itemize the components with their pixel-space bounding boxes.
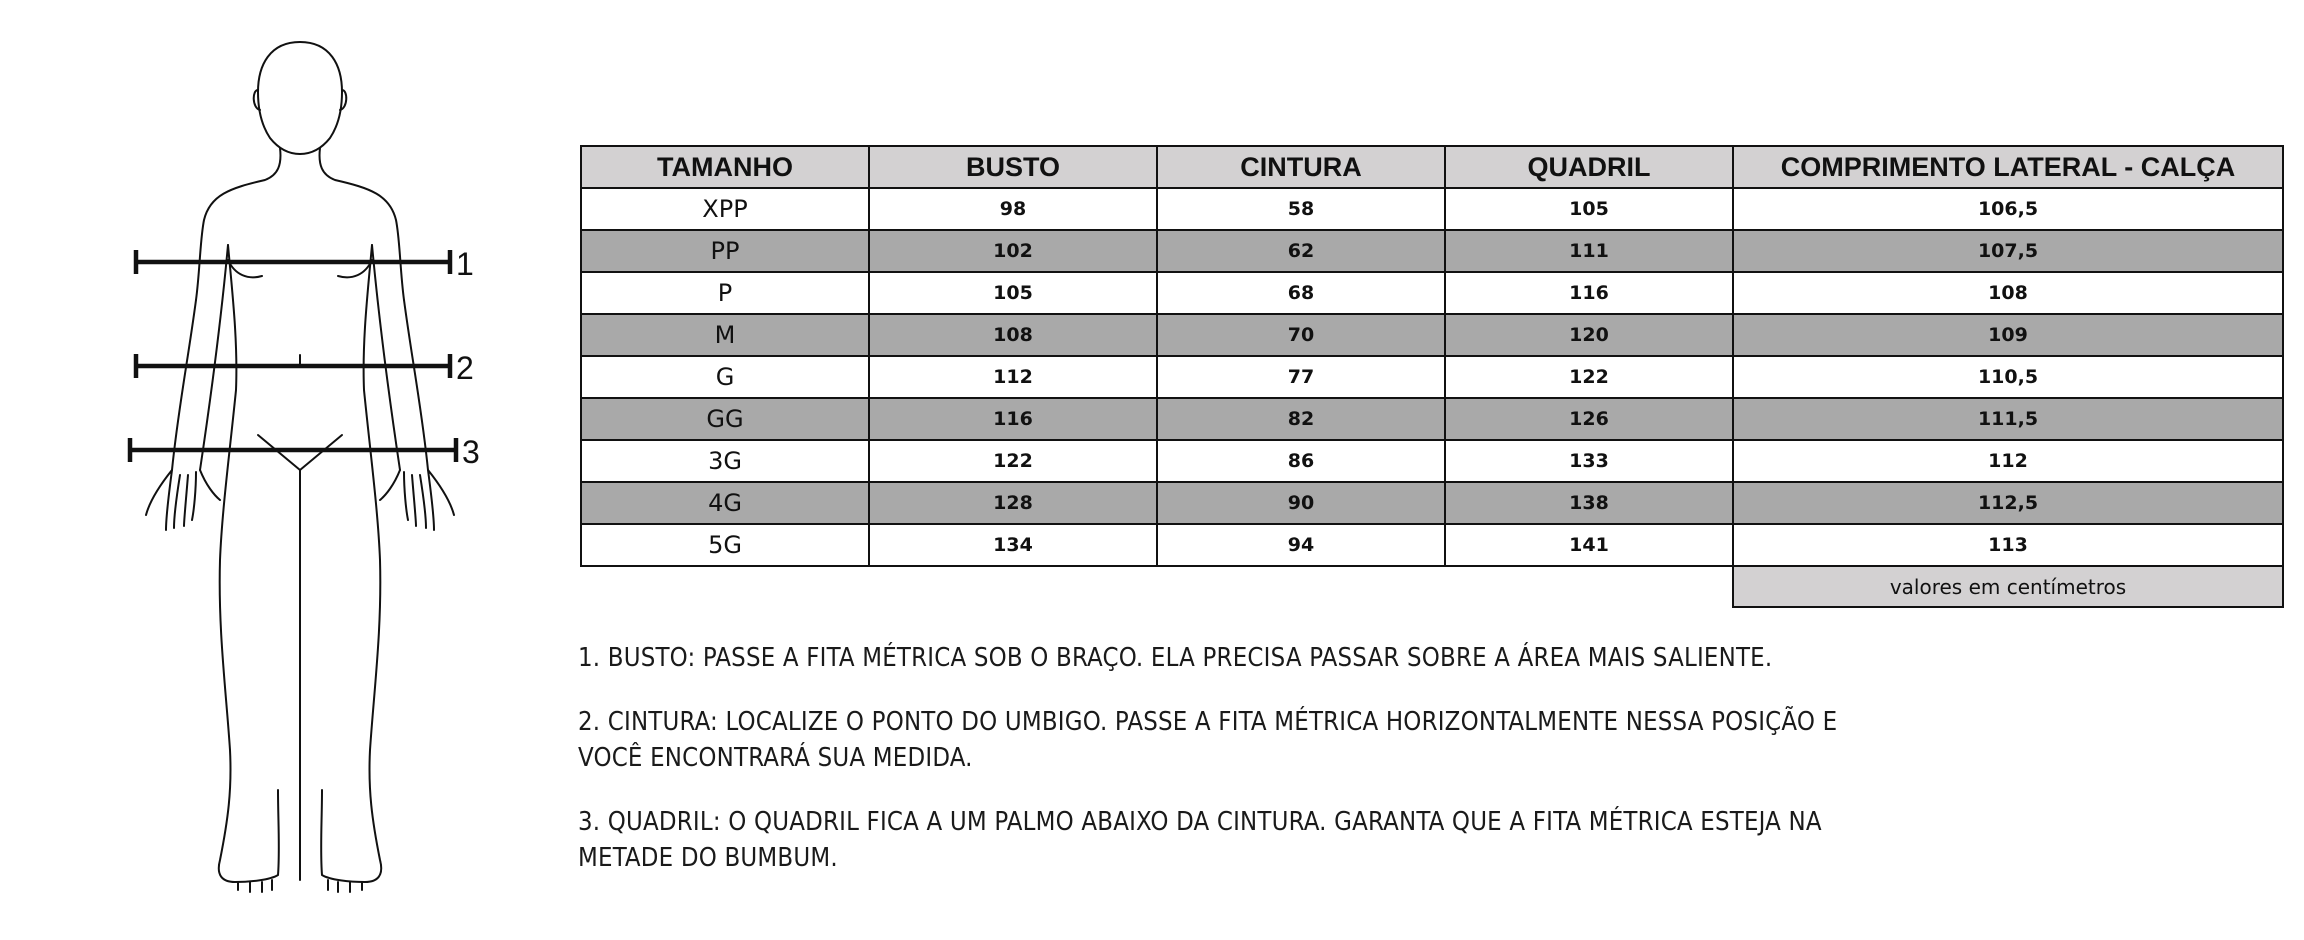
size-cell: 5G: [581, 524, 869, 566]
quadril-cell: 120: [1445, 314, 1733, 356]
cintura-cell: 94: [1157, 524, 1445, 566]
quadril-cell: 126: [1445, 398, 1733, 440]
human-body-outline: [110, 30, 490, 910]
quadril-cell: 138: [1445, 482, 1733, 524]
cintura-cell: 86: [1157, 440, 1445, 482]
comprimento-cell: 112: [1733, 440, 2283, 482]
busto-cell: 134: [869, 524, 1157, 566]
comprimento-cell: 113: [1733, 524, 2283, 566]
instruction-busto: 1. BUSTO: PASSE A FITA MÉTRICA SOB O BRAÇO. ELA PRECISA PASSAR SOBRE A ÁREA MAIS SALIENTE.: [578, 643, 1773, 673]
busto-cell: 116: [869, 398, 1157, 440]
quadril-cell: 111: [1445, 230, 1733, 272]
busto-cell: 122: [869, 440, 1157, 482]
size-cell: 3G: [581, 440, 869, 482]
quadril-cell: 133: [1445, 440, 1733, 482]
busto-cell: 128: [869, 482, 1157, 524]
size-cell: PP: [581, 230, 869, 272]
comprimento-cell: 110,5: [1733, 356, 2283, 398]
size-cell: XPP: [581, 188, 869, 230]
busto-cell: 98: [869, 188, 1157, 230]
header-busto: BUSTO: [869, 146, 1157, 188]
size-chart-table: [580, 145, 2284, 608]
table-row: [581, 440, 2283, 482]
cintura-cell: 90: [1157, 482, 1445, 524]
table-row: [581, 524, 2283, 566]
busto-cell: 102: [869, 230, 1157, 272]
header-comprimento-lateral: COMPRIMENTO LATERAL - CALÇA: [1733, 146, 2283, 188]
comprimento-cell: 109: [1733, 314, 2283, 356]
table-row: [581, 314, 2283, 356]
busto-cell: 105: [869, 272, 1157, 314]
busto-cell: 108: [869, 314, 1157, 356]
quadril-cell: 105: [1445, 188, 1733, 230]
instruction-quadril: 3. QUADRIL: O QUADRIL FICA A UM PALMO ABAIXO DA CINTURA. GARANTA QUE A FITA MÉTRICA ESTEJA NA METADE DO BUMBUM.: [578, 807, 1822, 873]
quadril-cell: 122: [1445, 356, 1733, 398]
header-quadril: QUADRIL: [1445, 146, 1733, 188]
size-cell: GG: [581, 398, 869, 440]
header-tamanho: TAMANHO: [581, 146, 869, 188]
quadril-cell: 116: [1445, 272, 1733, 314]
table-row: [581, 230, 2283, 272]
marker-2-label: 2: [456, 350, 474, 386]
header-cintura: CINTURA: [1157, 146, 1445, 188]
table-row: [581, 398, 2283, 440]
cintura-cell: 70: [1157, 314, 1445, 356]
size-cell: M: [581, 314, 869, 356]
busto-cell: 112: [869, 356, 1157, 398]
cintura-cell: 62: [1157, 230, 1445, 272]
instruction-cintura: 2. CINTURA: LOCALIZE O PONTO DO UMBIGO. PASSE A FITA MÉTRICA HORIZONTALMENTE NESSA POSIÇÃO E VOCÊ ENCONTRARÁ SUA MEDIDA.: [578, 707, 1838, 773]
table-row: [581, 356, 2283, 398]
table-header-row: [581, 146, 2283, 188]
table-row: [581, 482, 2283, 524]
size-cell: P: [581, 272, 869, 314]
quadril-cell: 141: [1445, 524, 1733, 566]
marker-1-label: 1: [456, 246, 474, 282]
cintura-cell: 58: [1157, 188, 1445, 230]
size-cell: 4G: [581, 482, 869, 524]
body-measurement-figure: [110, 30, 490, 910]
comprimento-cell: 108: [1733, 272, 2283, 314]
marker-3-label: 3: [462, 434, 480, 470]
table-row: [581, 272, 2283, 314]
comprimento-cell: 106,5: [1733, 188, 2283, 230]
table-row: [581, 188, 2283, 230]
comprimento-cell: 107,5: [1733, 230, 2283, 272]
unit-note: valores em centímetros: [1733, 566, 2283, 607]
cintura-cell: 68: [1157, 272, 1445, 314]
cintura-cell: 77: [1157, 356, 1445, 398]
comprimento-cell: 112,5: [1733, 482, 2283, 524]
size-cell: G: [581, 356, 869, 398]
measurement-instructions: [578, 640, 1978, 904]
cintura-cell: 82: [1157, 398, 1445, 440]
unit-note-row: [581, 566, 2283, 607]
comprimento-cell: 111,5: [1733, 398, 2283, 440]
